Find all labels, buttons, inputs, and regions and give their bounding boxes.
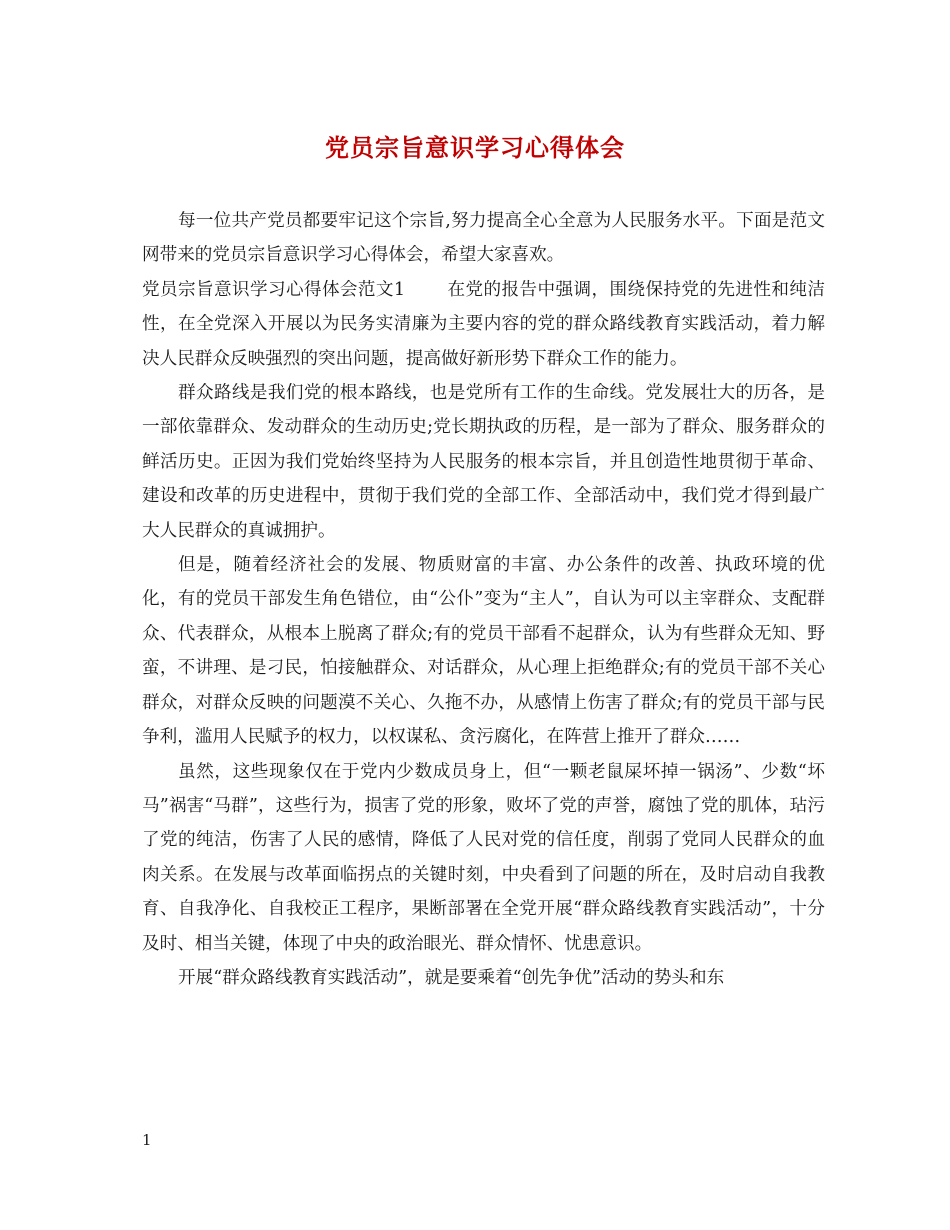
document-body — [142, 204, 825, 995]
document-title: 党员宗旨意识学习心得体会 — [325, 134, 625, 162]
intro-paragraph: 每一位共产党员都要牢记这个宗旨,努力提高全心全意为人民服务水平。下面是范文网带来的党员宗旨意识学习心得体会，希望大家喜欢。 — [142, 211, 825, 266]
body-paragraph-3: 虽然，这些现象仅在于党内少数成员身上，但“一颗老鼠屎坏掉一锅汤”、少数“坏马”祸害“马群”，这些行为，损害了党的形象，败坏了党的声誉，腐蚀了党的肌体，玷污了党的纯洁，伤害了人民的感情，降低了人民对党的信任度，削弱了党同人民群众的血肉关系。在发展与改革面临拐点的关键时刻，中央看到了问题的所在，及时启动自我教育、自我净化、自我校正工程序，果断部署在全党开展“群众路线教育实践活动”，十分及时、相当关键，体现了中央的政治眼光、群众情怀、忧患意识。 — [142, 761, 825, 954]
sample-heading: 党员宗旨意识学习心得体会范文1 — [142, 279, 406, 300]
body-paragraph-2: 但是，随着经济社会的发展、物质财富的丰富、办公条件的改善、执政环境的优化，有的党员干部发生角色错位，由“公仆”变为“主人”，自认为可以主宰群众、支配群众、代表群众，从根本上脱离了群众;有的党员干部看不起群众，认为有些群众无知、野蛮，不讲理、是刁民，怕接触群众、对话群众，从心理上拒绝群众;有的党员干部不关心群众，对群众反映的问题漠不关心、久拖不办，从感情上伤害了群众;有的党员干部与民争利，滥用人民赋予的权力，以权谋私、贪污腐化，在阵营上推开了群众…… — [142, 555, 825, 748]
body-paragraph-1: 群众路线是我们党的根本路线，也是党所有工作的生命线。党发展壮大的历各，是一部依靠群众、发动群众的生动历史;党长期执政的历程，是一部为了群众、服务群众的鲜活历史。正因为我们党始终坚持为人民服务的根本宗旨，并且创造性地贯彻于革命、建设和改革的历史进程中，贯彻于我们党的全部工作、全部活动中，我们党才得到最广大人民群众的真诚拥护。 — [142, 383, 825, 541]
body-paragraph-4: 开展“群众路线教育实践活动”，就是要乘着“创先争优”活动的势头和东 — [178, 967, 725, 988]
sample-paragraph — [142, 273, 825, 376]
sample-lead-text: 在党的报告中强调，围绕保持党的先进性和纯洁性，在全党深入开展以为民务实清廉为主要内容的党的群众路线教育实践活动，着力解决人民群众反映强烈的突出问题，提高做好新形势下群众工作的能力。 — [142, 279, 825, 369]
page-number: 1 — [142, 1131, 152, 1149]
